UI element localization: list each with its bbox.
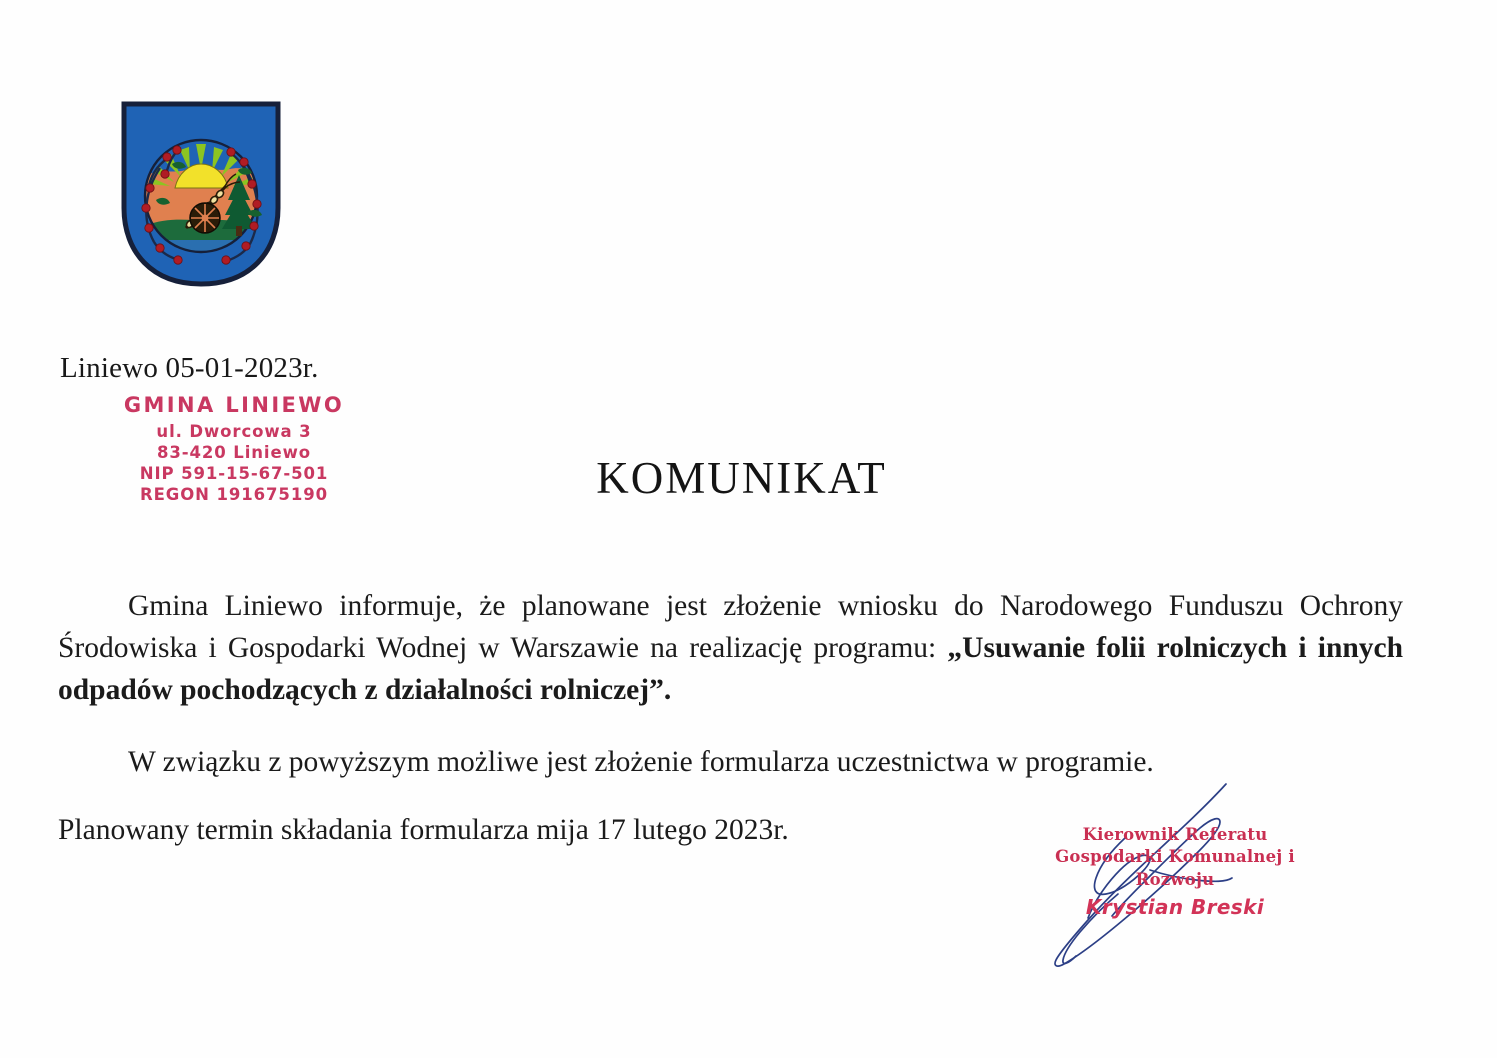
paragraph-2: W związku z powyższym możliwe jest złożenie formularza uczestnictwa w programie. (128, 745, 1154, 778)
signature-title-stamp (1030, 824, 1320, 891)
paragraph-1-text: Gmina Liniewo informuje, że planowane jest złożenie wniosku do Narodowego Funduszu Ochrony Środowiska i Gospodarki Wodnej w Warszawie na realizację programu: (58, 590, 1403, 664)
signature-block (1030, 778, 1320, 978)
office-stamp-regon: REGON 191675190 (140, 485, 328, 505)
office-stamp-street: ul. Dworcowa 3 (156, 421, 312, 441)
coat-of-arms-icon (120, 100, 282, 288)
office-stamp-name: GMINA LINIEWO (123, 393, 345, 417)
signature-name-stamp: Krystian Breski (1085, 895, 1265, 919)
page-title: KOMUNIKAT (596, 453, 887, 503)
paragraph-1 (58, 586, 1403, 712)
date-line: Liniewo 05-01-2023r. (60, 352, 319, 384)
signature-title-line-1: Kierownik Referatu (1082, 825, 1268, 844)
paragraph-1-program-name: „Usuwanie folii rolniczych i innych odpadów pochodzących z działalności rolniczej”. (58, 631, 1404, 706)
office-stamp-postal-city: 83-420 Liniewo (157, 442, 311, 462)
office-stamp-nip: NIP 591-15-67-501 (139, 464, 329, 484)
paragraph-3: Planowany termin składania formularza mija 17 lutego 2023r. (58, 813, 789, 846)
signature-title-line-2: Gospodarki Komunalnej i Rozwoju (1055, 847, 1295, 889)
